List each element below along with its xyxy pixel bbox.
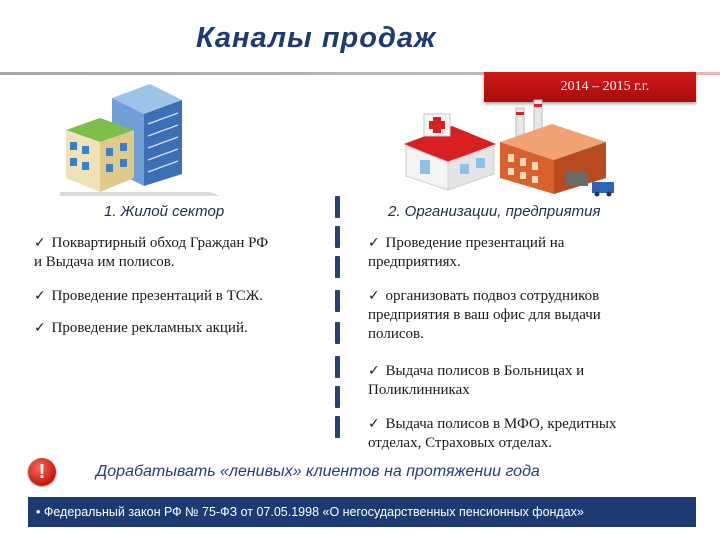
list-item: ✓ Проведение презентаций в ТСЖ.: [34, 288, 263, 304]
check-icon: ✓: [368, 363, 380, 379]
check-icon: ✓: [34, 320, 46, 336]
check-icon: ✓: [368, 416, 380, 432]
apartment-buildings-illustration: [60, 78, 220, 196]
left-column-heading: 1. Жилой сектор: [104, 203, 225, 220]
column-divider: [335, 226, 340, 248]
column-divider: [335, 356, 340, 378]
page-title: Каналы продаж: [196, 22, 437, 54]
column-divider: [335, 386, 340, 408]
list-item: ✓ организовать подвоз сотрудников предприятия в ваш офис для выдачи полисов.: [368, 288, 601, 342]
column-divider: [335, 290, 340, 312]
check-icon: ✓: [368, 235, 380, 251]
warning-icon: !: [28, 458, 56, 486]
list-item: ✓ Выдача полисов в Больницах и Поликлинниках: [368, 363, 585, 398]
column-divider: [335, 196, 340, 218]
list-item: ✓ Поквартирный обход Граждан РФ и Выдача им полисов.: [34, 235, 269, 270]
bottom-note: Дорабатывать «ленивых» клиентов на протяжении года: [96, 463, 540, 480]
list-item: ✓ Проведение рекламных акций.: [34, 320, 248, 336]
list-item: ✓ Выдача полисов в МФО, кредитных отделах, Страховых отделах.: [368, 416, 617, 451]
period-badge-text: 2014 – 2015 г.г.: [560, 79, 650, 94]
column-divider: [335, 256, 340, 278]
right-column-heading: 2. Организации, предприятия: [388, 203, 601, 220]
law-reference-text: • Федеральный закон РФ № 75-ФЗ от 07.05.1998 «О негосударственных пенсионных фондах»: [36, 505, 584, 519]
list-item: ✓ Проведение презентаций на предприятиях.: [368, 235, 565, 270]
check-icon: ✓: [34, 235, 46, 251]
column-divider: [335, 322, 340, 344]
hospital-and-factory-illustration: [396, 98, 626, 198]
check-icon: ✓: [368, 288, 380, 304]
law-reference-bar: [28, 497, 696, 527]
column-divider: [335, 416, 340, 438]
check-icon: ✓: [34, 288, 46, 304]
